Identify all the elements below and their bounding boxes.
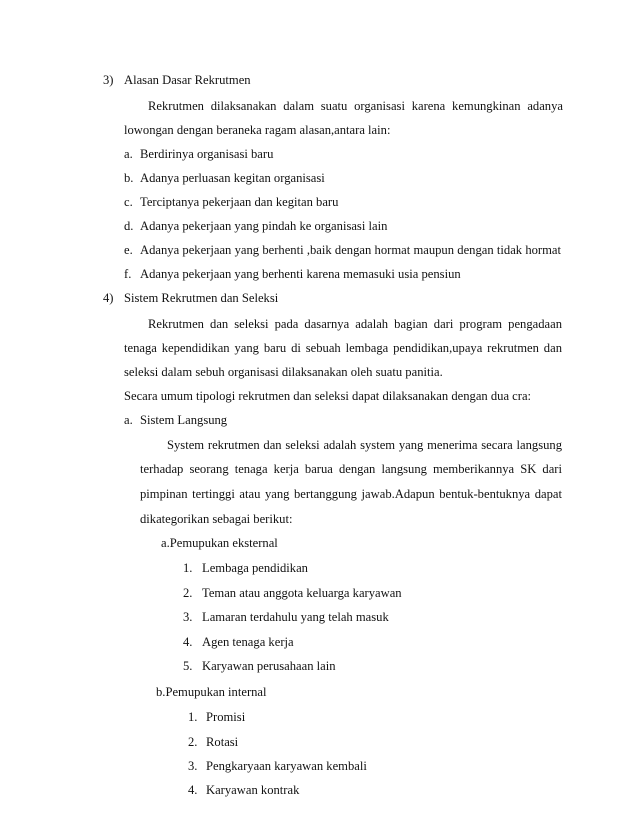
paragraph-line: Rekrutmen dan seleksi pada dasarnya adalah bagian dari program pengadaan <box>148 317 562 331</box>
subsection-title: a.Pemupukan eksternal <box>161 536 278 550</box>
list-item: Berdirinya organisasi baru <box>140 147 274 161</box>
subsection-title: b.Pemupukan internal <box>156 685 267 699</box>
paragraph-line: lowongan dengan beraneka ragam alasan,antara lain: <box>124 123 391 137</box>
section-number: 4) <box>103 291 114 305</box>
list-item: Terciptanya pekerjaan dan kegitan baru <box>140 195 339 209</box>
list-marker: d. <box>124 219 134 233</box>
list-marker: 2. <box>188 735 198 749</box>
list-item: Karyawan kontrak <box>206 783 300 797</box>
section-number: 3) <box>103 73 114 87</box>
paragraph-line: tenaga kependidikan yang baru di sebuah lembaga pendidikan,upaya rekrutmen dan <box>124 341 562 355</box>
list-item: Agen tenaga kerja <box>202 635 294 649</box>
list-item: Adanya pekerjaan yang pindah ke organisasi lain <box>140 219 388 233</box>
section-title: Sistem Rekrutmen dan Seleksi <box>124 291 279 305</box>
list-item: Adanya pekerjaan yang berhenti ,baik dengan hormat maupun dengan tidak hormat <box>140 243 561 257</box>
paragraph-line: Secara umum tipologi rekrutmen dan seleksi dapat dilaksanakan dengan dua cra: <box>124 389 532 403</box>
list-item: Lamaran terdahulu yang telah masuk <box>202 610 389 624</box>
list-marker: 4. <box>188 783 198 797</box>
list-item: Lembaga pendidikan <box>202 561 308 575</box>
list-item: Pengkaryaan karyawan kembali <box>206 759 367 773</box>
paragraph-line: Rekrutmen dilaksanakan dalam suatu organisasi karena kemungkinan adanya <box>148 99 563 113</box>
list-item: Karyawan perusahaan lain <box>202 659 336 673</box>
list-marker: 1. <box>183 561 193 575</box>
list-item: Adanya perluasan kegitan organisasi <box>140 171 325 185</box>
list-marker: 3. <box>188 759 198 773</box>
list-marker: b. <box>124 171 134 185</box>
list-item: Teman atau anggota keluarga karyawan <box>202 586 402 600</box>
subsection-title: Sistem Langsung <box>140 413 228 427</box>
list-marker: 3. <box>183 610 193 624</box>
list-marker: 1. <box>188 710 198 724</box>
paragraph-line: dikategorikan sebagai berikut: <box>140 512 293 526</box>
list-marker: e. <box>124 243 133 257</box>
list-marker: a. <box>124 147 133 161</box>
list-item: Promisi <box>206 710 246 724</box>
paragraph-line: System rekrutmen dan seleksi adalah system yang menerima secara langsung <box>167 438 562 452</box>
list-marker: 5. <box>183 659 193 673</box>
paragraph-line: terhadap seorang tenaga kerja barua dengan langsung memberikannya SK dari <box>140 462 562 476</box>
list-marker: f. <box>124 267 132 281</box>
paragraph-line: pimpinan tertinggi atau yang bertanggung jawab.Adapun bentuk-bentuknya dapat <box>140 487 562 501</box>
paragraph-line: seleksi dalam sebuh organisasi dilaksanakan oleh suatu panitia. <box>124 365 443 379</box>
list-marker: 4. <box>183 635 193 649</box>
list-marker: a. <box>124 413 133 427</box>
section-title: Alasan Dasar Rekrutmen <box>124 73 251 87</box>
list-item: Adanya pekerjaan yang berhenti karena memasuki usia pensiun <box>140 267 461 281</box>
list-marker: 2. <box>183 586 193 600</box>
list-marker: c. <box>124 195 133 209</box>
list-item: Rotasi <box>206 735 239 749</box>
